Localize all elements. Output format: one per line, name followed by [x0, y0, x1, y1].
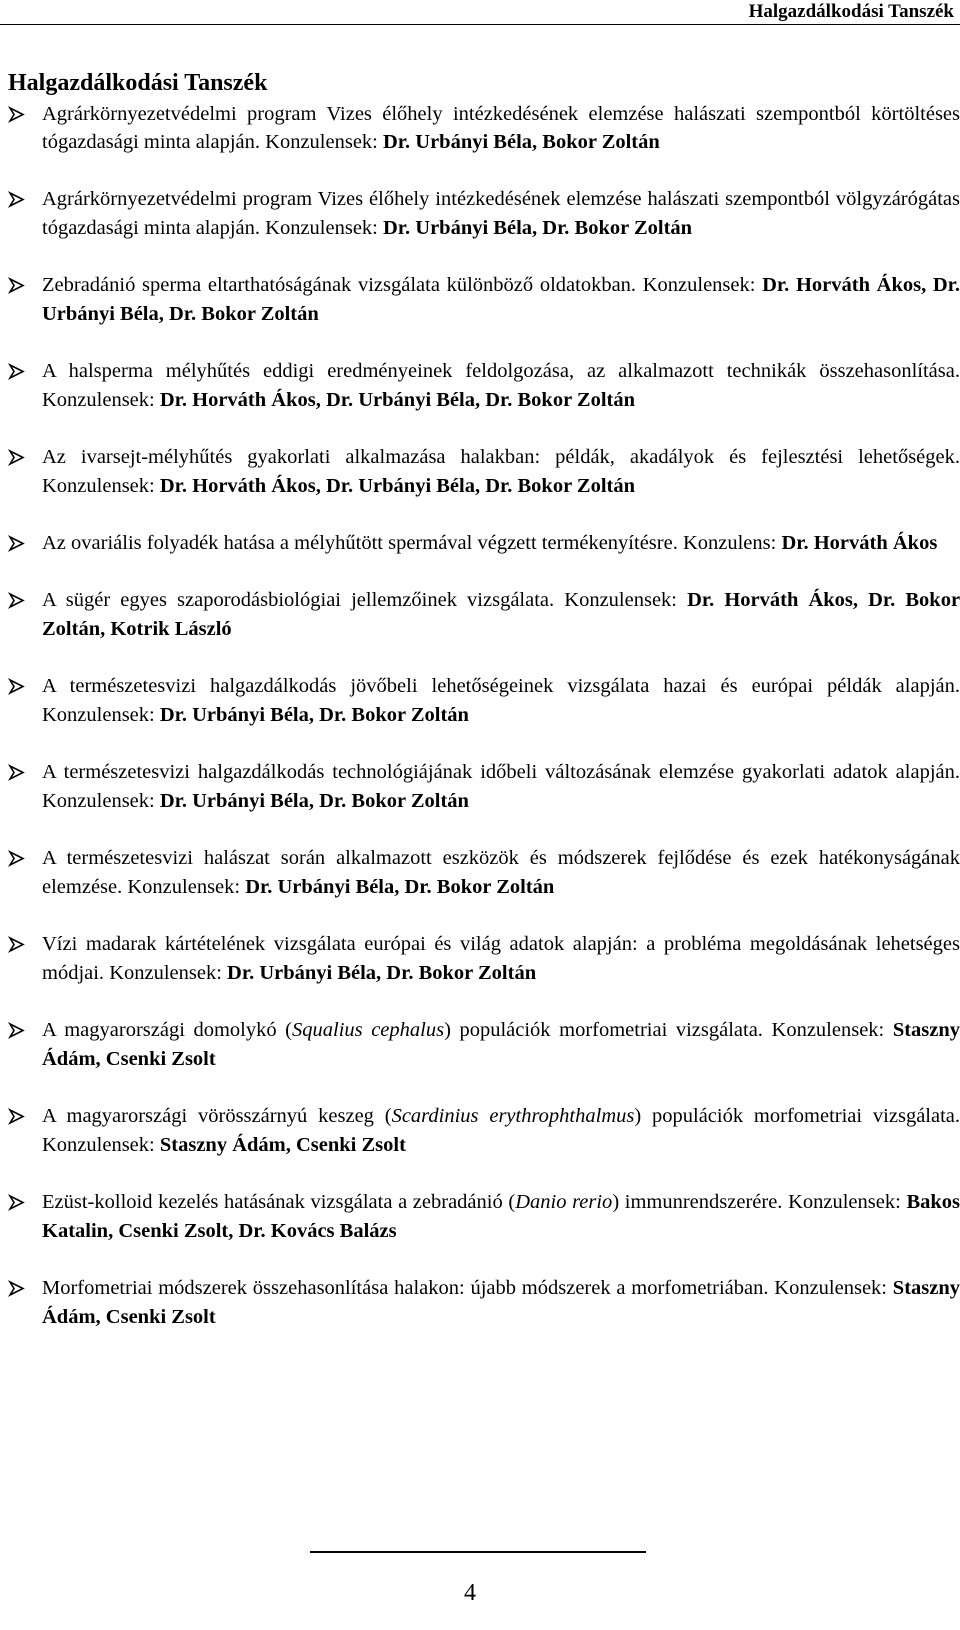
topic-title: Morfometriai módszerek összehasonlítása halakon: újabb módszerek a morfometriában. [42, 1277, 769, 1299]
thesis-topic-item [8, 844, 960, 902]
advisor-label: Konzulensek: [109, 962, 222, 984]
page-number: 4 [464, 1580, 476, 1606]
advisor-label: Konzulensek: [771, 1019, 885, 1041]
thesis-topic-item [8, 1274, 960, 1332]
advisor-label: Konzulensek: [42, 389, 155, 411]
advisor-names: Staszny Ádám, Csenki Zsolt [159, 1134, 406, 1156]
arrowhead-bullet-icon [8, 529, 28, 558]
advisor-label: Konzulensek: [265, 217, 378, 239]
arrowhead-bullet-icon [8, 758, 28, 787]
thesis-topic-item [8, 672, 960, 730]
advisor-label: Konzulensek: [564, 589, 677, 611]
species-name: Scardinius erythrophthalmus [391, 1105, 635, 1127]
topic-title-part: A magyarországi domolykó ( [42, 1019, 293, 1041]
advisor-names: Dr. Urbányi Béla, Bokor Zoltán [383, 131, 660, 153]
advisor-names: Dr. Urbányi Béla, Dr. Bokor Zoltán [245, 876, 555, 898]
advisor-label: Konzulensek: [42, 790, 155, 812]
advisor-label: Konzulens: [682, 532, 777, 554]
thesis-topic-item [8, 357, 960, 415]
arrowhead-bullet-icon [8, 1016, 28, 1045]
thesis-topic-item [8, 529, 960, 558]
topic-title: A természetesvizi halgazdálkodás jövőbeli lehetőségeinek vizsgálata hazai és európai példák alapján. [42, 675, 960, 697]
arrowhead-bullet-icon [8, 672, 28, 701]
topic-title-part: A magyarországi vörösszárnyú keszeg ( [42, 1105, 392, 1127]
thesis-topic-item [8, 443, 960, 501]
advisor-names: Staszny Ádám, Csenki Zsolt [42, 1277, 960, 1328]
arrowhead-bullet-icon [8, 1274, 28, 1303]
advisor-names: Dr. Horváth Ákos, Dr. Bokor Zoltán, Kotrik László [42, 589, 960, 640]
arrowhead-bullet-icon [8, 443, 28, 472]
arrowhead-bullet-icon [8, 930, 28, 959]
arrowhead-bullet-icon [8, 1102, 28, 1131]
arrowhead-bullet-icon [8, 1188, 28, 1217]
thesis-topic-item [8, 1188, 960, 1246]
advisor-names: Dr. Urbányi Béla, Dr. Bokor Zoltán [227, 962, 537, 984]
thesis-topic-item [8, 1102, 960, 1160]
advisor-label: Konzulensek: [788, 1191, 901, 1213]
topic-title: A sügér egyes szaporodásbiológiai jellemzőinek vizsgálata. [42, 589, 555, 611]
thesis-topic-list [8, 100, 960, 1332]
arrowhead-bullet-icon [8, 271, 28, 300]
topic-title: A természetesvizi halászat során alkalmazott eszközök és módszerek fejlődése és ezek hatékonyságának elemzése. [42, 847, 960, 898]
advisor-names: Dr. Urbányi Béla, Dr. Bokor Zoltán [383, 217, 693, 239]
topic-title: Vízi madarak kártételének vizsgálata európai és világ adatok alapján: a probléma megoldásának lehetséges módjai. [42, 933, 960, 984]
species-name: Danio rerio [515, 1191, 613, 1213]
footer-divider [310, 1551, 646, 1553]
advisor-names: Dr. Horváth Ákos, Dr. Urbányi Béla, Dr. Bokor Zoltán [159, 475, 636, 497]
topic-title: Az ovariális folyadék hatása a mélyhűtött spermával végzett termékenyítésre. [42, 532, 678, 554]
thesis-topic-item [8, 271, 960, 329]
page-content [8, 68, 960, 1360]
arrowhead-bullet-icon [8, 844, 28, 873]
thesis-topic-item [8, 758, 960, 816]
topic-title: A természetesvizi halgazdálkodás technológiájának időbeli változásának elemzése gyakorlati adatok alapján. [42, 761, 960, 783]
advisor-names: Dr. Horváth Ákos [781, 532, 938, 554]
topic-title-part: Ezüst-kolloid kezelés hatásának vizsgálata a zebradánió ( [42, 1191, 516, 1213]
advisor-label: Konzulensek: [127, 876, 241, 898]
advisor-names: Dr. Horváth Ákos, Dr. Urbányi Béla, Dr. Bokor Zoltán [42, 274, 960, 325]
arrowhead-bullet-icon [8, 185, 28, 214]
topic-title-part: ) populációk morfometriai vizsgálata. [444, 1019, 763, 1041]
advisor-names: Dr. Urbányi Béla, Dr. Bokor Zoltán [159, 704, 469, 726]
thesis-topic-item [8, 586, 960, 644]
advisor-names: Staszny Ádám, Csenki Zsolt [42, 1019, 960, 1070]
topic-title: Zebradánió sperma eltarthatóságának vizsgálata különböző oldatokban. [42, 274, 637, 296]
topic-title: Agrárkörnyezetvédelmi program Vizes élőhely intézkedésének elemzése halászati szempontból körtöltéses tógazdasági minta alapján. [42, 103, 960, 153]
thesis-topic-item [8, 930, 960, 988]
topic-title: A halsperma mélyhűtés eddigi eredményeinek feldolgozása, az alkalmazott technikák összehasonlítása. [42, 360, 960, 382]
running-header-title: Halgazdálkodási Tanszék [748, 1, 954, 22]
topic-title: Az ivarsejt-mélyhűtés gyakorlati alkalmazása halakban: példák, akadályok és fejlesztési lehetőségek. [42, 446, 960, 468]
arrowhead-bullet-icon [8, 586, 28, 615]
thesis-topic-item [8, 100, 960, 156]
advisor-label: Konzulensek: [265, 131, 378, 153]
section-title: Halgazdálkodási Tanszék [8, 70, 268, 96]
topic-title-part: ) populációk morfometriai vizsgálata. [634, 1105, 960, 1127]
advisor-label: Konzulensek: [774, 1277, 887, 1299]
advisor-names: Dr. Horváth Ákos, Dr. Urbányi Béla, Dr. Bokor Zoltán [159, 389, 636, 411]
advisor-names: Dr. Urbányi Béla, Dr. Bokor Zoltán [159, 790, 469, 812]
arrowhead-bullet-icon [8, 357, 28, 386]
advisor-label: Konzulensek: [42, 1134, 155, 1156]
thesis-topic-item [8, 1016, 960, 1074]
running-header [0, 0, 960, 25]
advisor-label: Konzulensek: [642, 274, 756, 296]
advisor-names: Bakos Katalin, Csenki Zsolt, Dr. Kovács Balázs [42, 1191, 960, 1242]
topic-title: Agrárkörnyezetvédelmi program Vizes élőhely intézkedésének elemzése halászati szempontból völgyzárógátas tógazdasági minta alapján. [42, 188, 960, 239]
thesis-topic-item [8, 185, 960, 243]
advisor-label: Konzulensek: [42, 475, 155, 497]
species-name: Squalius cephalus [292, 1019, 445, 1041]
advisor-label: Konzulensek: [42, 704, 155, 726]
topic-title-part: ) immunrendszerére. [612, 1191, 783, 1213]
arrowhead-bullet-icon [8, 100, 28, 129]
